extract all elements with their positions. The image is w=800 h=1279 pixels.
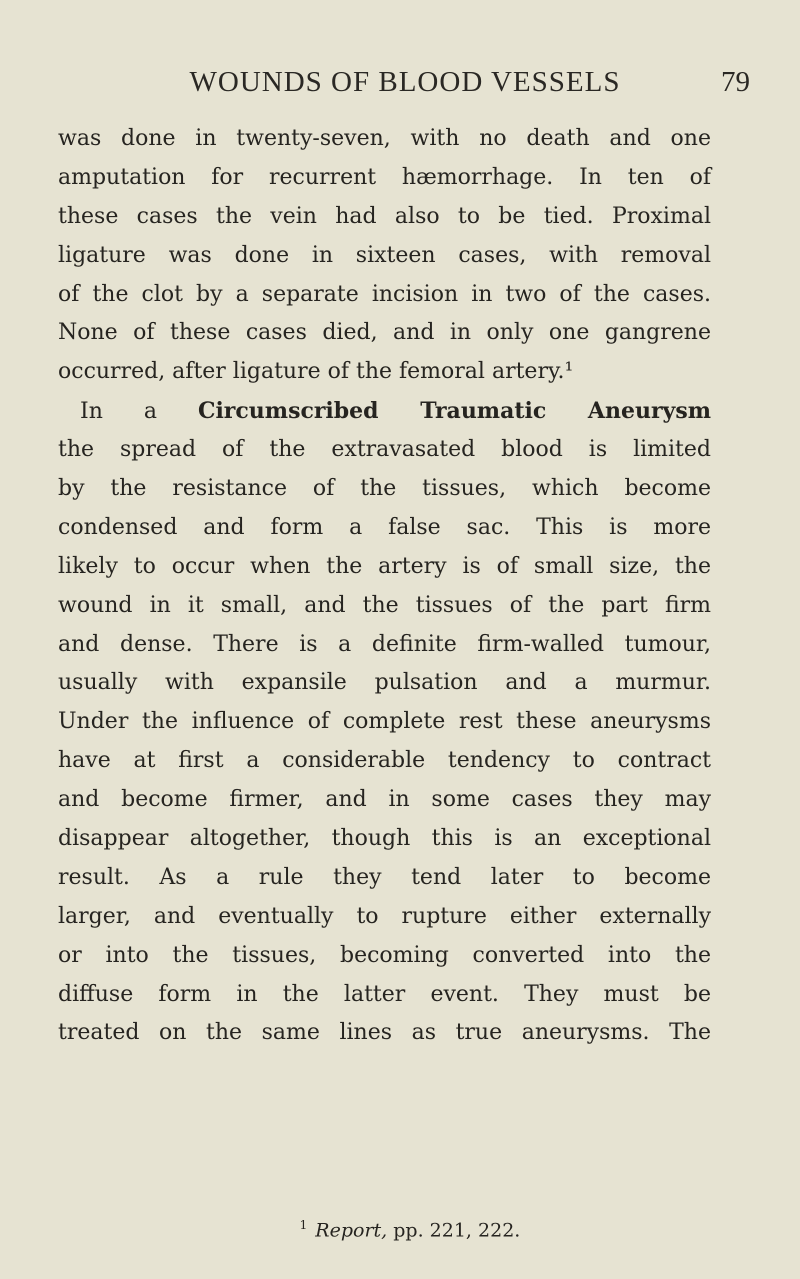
text-line: amputation for recurrent hæmorrhage. In ten of xyxy=(58,164,711,190)
running-header xyxy=(60,66,750,106)
text-line: or into the tissues, becoming converted into the xyxy=(58,942,711,968)
text-line: diffuse form in the latter event. They must be xyxy=(58,981,711,1007)
paragraph-start xyxy=(58,392,711,431)
text-line: of the clot by a separate incision in two of the cases. xyxy=(58,281,711,307)
running-title: WOUNDS OF BLOOD VESSELS xyxy=(189,66,621,98)
text-line: by the resistance of the tissues, which become xyxy=(58,476,711,502)
footnote-pages: pp. 221, 222. xyxy=(393,1219,521,1242)
text-line: the spread of the extravasated blood is limited xyxy=(58,437,711,463)
body-text xyxy=(58,120,711,1053)
text-line: these cases the vein had also to be tied. Proximal xyxy=(58,203,711,229)
text-line: condensed and form a false sac. This is more xyxy=(58,514,711,540)
text-line: disappear altogether, though this is an exceptional xyxy=(58,826,711,852)
text-line: Under the influence of complete rest these aneurysms xyxy=(58,709,711,735)
text-line: and become firmer, and in some cases they may xyxy=(58,787,711,813)
text-line: likely to occur when the artery is of small size, the xyxy=(58,553,711,579)
footnote-source: Report, xyxy=(315,1219,388,1242)
para-prefix: In a xyxy=(80,399,198,425)
text-line: have at first a considerable tendency to contract xyxy=(58,748,711,774)
text-line: None of these cases died, and in only one gangrene xyxy=(58,320,711,346)
text-line: treated on the same lines as true aneurysms. The xyxy=(58,1020,711,1046)
text-line: usually with expansile pulsation and a murmur. xyxy=(58,670,711,696)
text-line: larger, and eventually to rupture either externally xyxy=(58,903,711,929)
footnote-marker: 1 xyxy=(299,1218,308,1232)
text-line: and dense. There is a definite firm-walled tumour, xyxy=(58,631,711,657)
text-line: result. As a rule they tend later to become xyxy=(58,864,711,890)
text-line: wound in it small, and the tissues of the part firm xyxy=(58,592,711,618)
text-line: ligature was done in sixteen cases, with removal xyxy=(58,242,711,268)
text-line: was done in twenty-seven, with no death and one xyxy=(58,126,711,151)
text-line: occurred, after ligature of the femoral artery.¹ xyxy=(58,359,574,385)
page-number: 79 xyxy=(721,66,750,98)
footnote xyxy=(0,1218,800,1241)
section-term: Circumscribed Traumatic Aneurysm xyxy=(197,398,711,425)
